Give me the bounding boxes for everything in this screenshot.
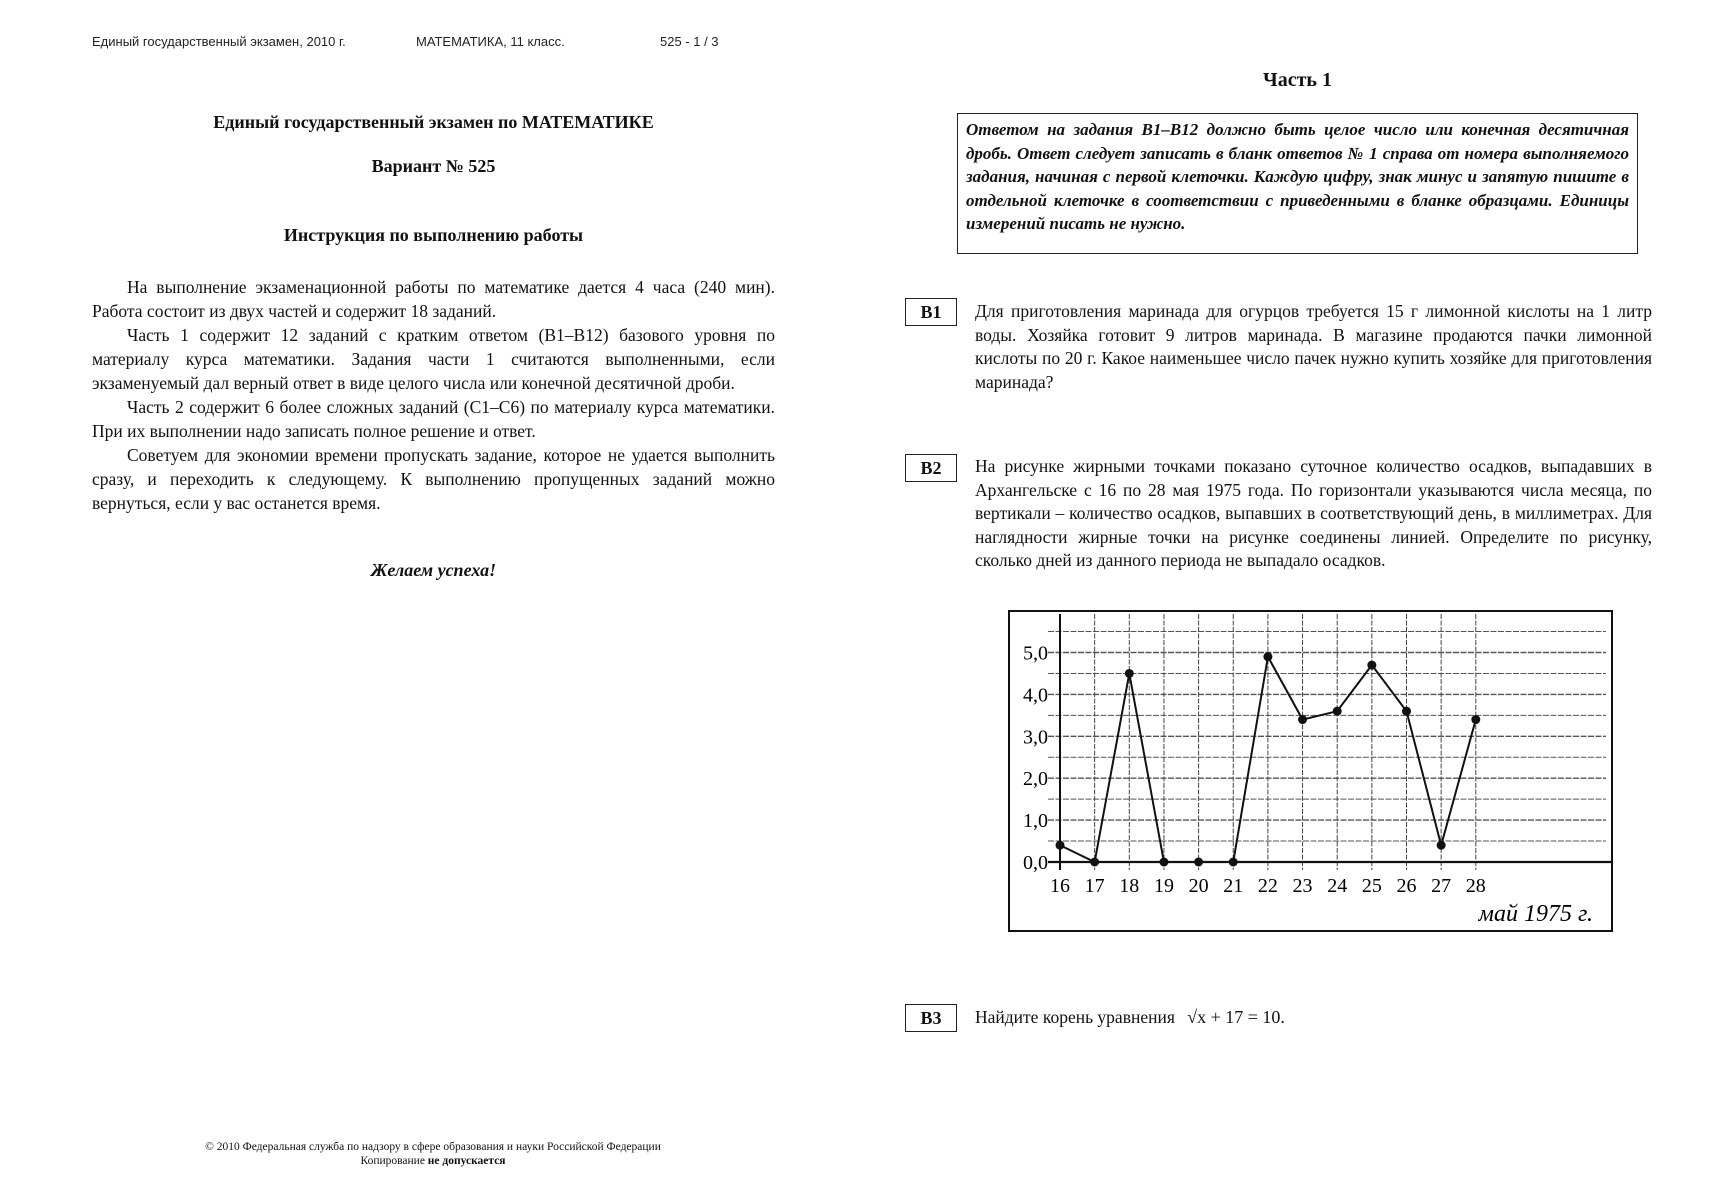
instruction-paragraph: Часть 2 содержит 6 более сложных заданий (C1–C6) по материалу курса математики. При их выполнении надо записать полное решение и ответ. — [92, 397, 775, 441]
task-b1-text: Для приготовления маринада для огурцов требуется 15 г лимонной кислоты на 1 литр воды. Хозяйка готовит 9 литров маринада. В магазине продаются пачки лимонной кислоты по 20 г. Какое наименьшее число пачек нужно купить хозяйке для приготовления маринада? — [975, 301, 1652, 392]
precipitation-chart — [1008, 610, 1614, 933]
header-subject: МАТЕМАТИКА, 11 класс. — [416, 34, 565, 49]
wish-text: Желаем успеха! — [370, 560, 497, 580]
footer-copyright: © 2010 Федеральная служба по надзору в сфере образования и науки Российской Федерации — [205, 1141, 661, 1153]
data-point — [1229, 858, 1238, 867]
task-label-b3: B3 — [905, 1004, 957, 1032]
data-point — [1090, 858, 1099, 867]
task-b2-text: На рисунке жирными точками показано суточное количество осадков, выпадавших в Архангельске с 16 по 28 мая 1975 года. По горизонтали указываются числа месяца, по вертикали – количество осадков, выпавших в соответствующий день, в миллиметрах. Для наглядности жирные точки на рисунке соединены линией. Определите по рисунку, сколько дней из данного периода не выпадало осадков. — [975, 456, 1652, 570]
x-tick-label: 19 — [1153, 875, 1174, 897]
task-b3-text: Найдите корень уравнения — [975, 1007, 1175, 1027]
x-tick-label: 22 — [1257, 875, 1278, 897]
y-tick-label: 2,0 — [1023, 768, 1048, 791]
footer — [120, 1140, 746, 1168]
x-tick-label: 16 — [1050, 875, 1070, 897]
instruction-paragraph: На выполнение экзаменационной работы по математике дается 4 часа (240 мин). Работа состоит из двух частей и содержит 18 заданий. — [92, 277, 775, 321]
data-point — [1263, 652, 1272, 661]
x-tick-label: 25 — [1361, 875, 1382, 897]
x-axis-label: май 1975 г. — [1478, 901, 1593, 927]
instruction-paragraph: Часть 1 содержит 12 заданий с кратким ответом (B1–B12) базового уровня по материалу курса математики. Задания части 1 считаются выполненными, если экзаменуемый дал верный ответ в виде целого числа или конечной десятичной дроби. — [92, 325, 775, 393]
y-tick-label: 5,0 — [1023, 642, 1048, 665]
y-tick-label: 0,0 — [1023, 852, 1048, 874]
y-tick-label: 4,0 — [1023, 684, 1048, 707]
data-point — [1367, 661, 1376, 670]
data-point — [1125, 669, 1134, 678]
data-point — [1402, 707, 1411, 716]
x-tick-label: 26 — [1396, 875, 1417, 897]
header-page-number: 525 - 1 / 3 — [660, 34, 719, 49]
part-title: Часть 1 — [1263, 69, 1332, 91]
x-tick-label: 18 — [1119, 875, 1140, 897]
data-point — [1471, 715, 1480, 724]
footer-copy-bold: не допускается — [427, 1155, 506, 1167]
task-label-b2: B2 — [905, 454, 957, 482]
answer-instructions-box: Ответом на задания B1–B12 должно быть целое число или конечная десятичная дробь. Ответ следует записать в бланк ответов № 1 справа от номера выполняемого задания, начиная с первой клеточки. Каждую цифру, знак минус и запятую пишите в отдельной клеточке в соответствии с приведенными в бланке образцами. Единицы измерений писать не нужно. — [957, 113, 1638, 254]
instruction-paragraph: Советуем для экономии времени пропускать задание, которое не удается выполнить сразу, и переходить к следующему. К выполнению пропущенных заданий можно вернуться, если у вас останется время. — [92, 445, 775, 513]
x-tick-label: 24 — [1327, 875, 1348, 897]
data-point — [1437, 841, 1446, 850]
task-label-b1: B1 — [905, 298, 957, 326]
data-point — [1056, 841, 1065, 850]
page-title: Единый государственный экзамен по МАТЕМАТИКЕ — [213, 112, 654, 132]
variant-title: Вариант № 525 — [371, 156, 496, 176]
y-tick-label: 1,0 — [1023, 810, 1048, 833]
data-point — [1194, 858, 1203, 867]
x-tick-label: 20 — [1188, 875, 1209, 897]
data-point — [1159, 858, 1168, 867]
instruction-title: Инструкция по выполнению работы — [283, 225, 584, 245]
footer-copy-prefix: Копирование — [360, 1155, 428, 1167]
x-tick-label: 23 — [1292, 875, 1313, 897]
data-point — [1333, 707, 1342, 716]
x-tick-label: 28 — [1465, 875, 1486, 897]
instruction-text — [92, 275, 775, 515]
x-tick-label: 21 — [1223, 875, 1244, 897]
y-tick-label: 3,0 — [1023, 726, 1048, 749]
data-point — [1298, 715, 1307, 724]
footer-copy-notice — [120, 1154, 746, 1168]
task-b3 — [975, 1006, 1652, 1030]
x-tick-label: 17 — [1084, 875, 1105, 897]
header-exam-name: Единый государственный экзамен, 2010 г. — [92, 34, 346, 49]
task-b3-equation: √x + 17 = 10. — [1187, 1007, 1285, 1027]
x-tick-label: 27 — [1431, 875, 1452, 897]
